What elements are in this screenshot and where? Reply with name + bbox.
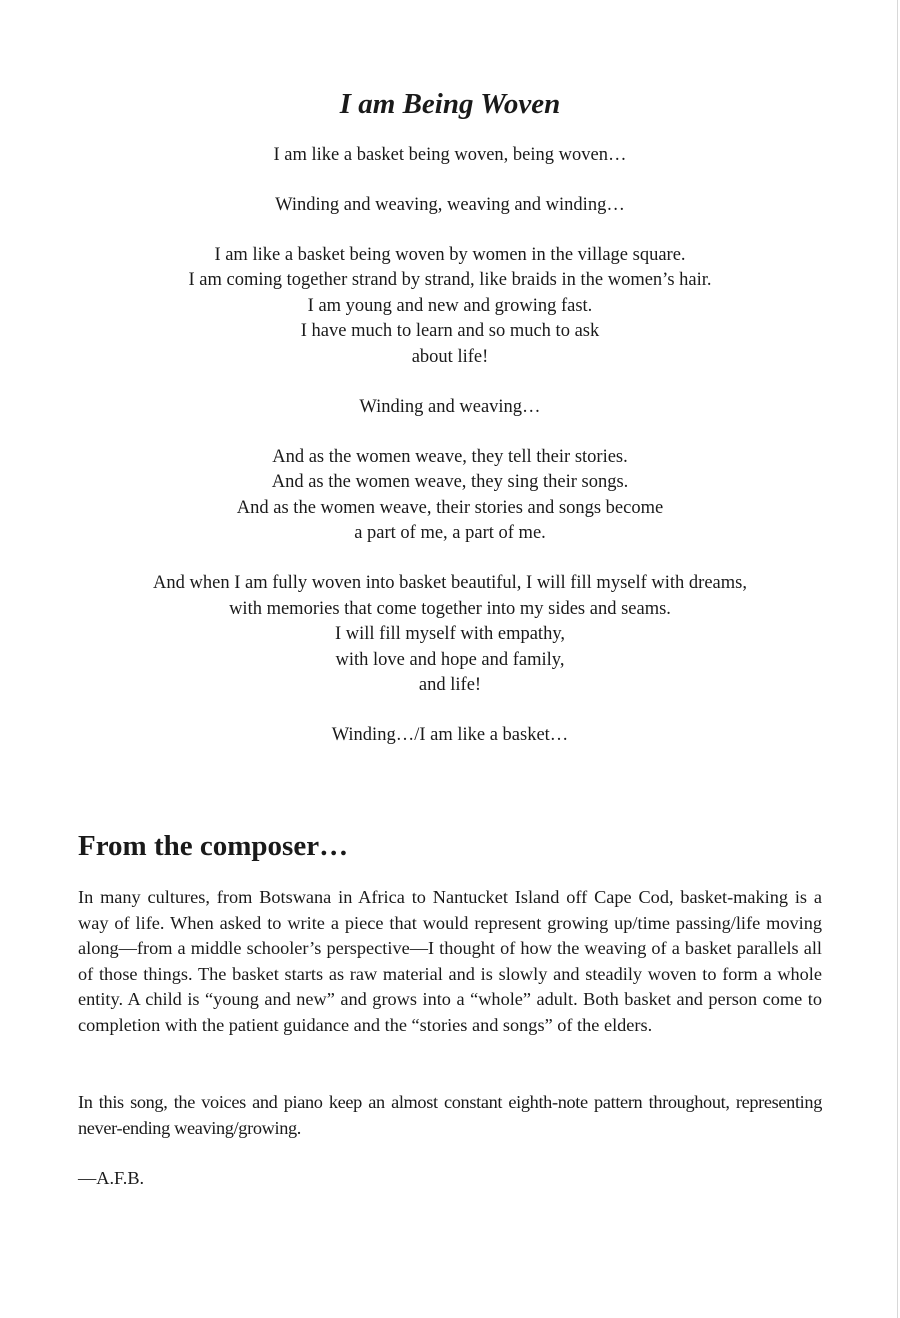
poem-stanza — [0, 193, 900, 219]
poem-stanza — [0, 395, 900, 421]
poem-line: and life! — [418, 675, 482, 696]
composer-heading: From the composer… — [78, 830, 349, 862]
poem-line: And when I am fully woven into basket beautiful, I will fill myself with dreams, — [153, 573, 747, 594]
poem-title: I am Being Woven — [339, 88, 561, 120]
poem-line: I will fill myself with empathy, — [334, 624, 565, 645]
composer-paragraph: In many cultures, from Botswana in Africa to Nantucket Island off Cape Cod, basket-making is a way of life. When asked to write a piece that would represent growing up/time passing/life moving along—from a middle schooler’s perspective—I thought of how the weaving of a basket parallels all of those things. The basket starts as raw material and is slowly and steadily woven to form a whole entity. A child is “young and new” and grows into a “whole” adult. Both basket and person come to completion with the patient guidance and the “stories and songs” of the elders. — [78, 887, 822, 1035]
poem-line: about life! — [411, 346, 489, 367]
poem-line: a part of me, a part of me. — [354, 523, 546, 544]
poem-line: with memories that come together into my sides and seams. — [229, 598, 671, 619]
poem-line: And as the women weave, their stories and songs become — [236, 497, 664, 518]
poem-stanza — [0, 243, 900, 371]
poem-stanza — [0, 571, 900, 699]
composer-signature: —A.F.B. — [78, 1168, 145, 1188]
poem-line: Winding and weaving… — [359, 396, 541, 417]
poem-line: And as the women weave, they sing their songs. — [271, 472, 629, 493]
poem-line: Winding and weaving, weaving and winding… — [275, 194, 625, 215]
poem-body — [0, 143, 900, 773]
poem-line: I am like a basket being woven, being woven… — [273, 145, 627, 165]
poem-line: I am like a basket being woven by women in the village square. — [214, 244, 686, 265]
poem-stanza — [0, 723, 900, 749]
poem-stanza — [0, 445, 900, 547]
composer-paragraph: In this song, the voices and piano keep an almost constant eighth-note pattern throughout, representing never-ending weaving/growing. — [78, 1092, 822, 1138]
poem-line: And as the women weave, they tell their stories. — [272, 446, 628, 467]
poem-line: I am coming together strand by strand, like braids in the women’s hair. — [188, 270, 712, 291]
poem-line: I am young and new and growing fast. — [307, 295, 593, 316]
poem-stanza — [0, 143, 900, 169]
poem-line: Winding…/I am like a basket… — [331, 725, 569, 746]
poem-line: with love and hope and family, — [335, 649, 565, 670]
poem-line: I have much to learn and so much to ask — [300, 321, 600, 342]
